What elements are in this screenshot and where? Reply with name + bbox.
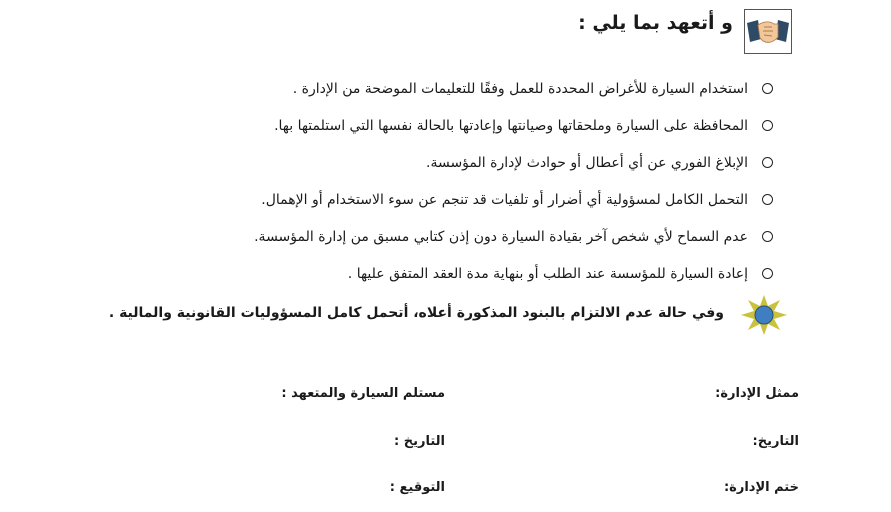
handshake-icon (744, 9, 792, 54)
circle-bullet-icon (762, 194, 773, 205)
notice-text: وفي حالة عدم الالتزام بالبنود المذكورة أعلاه، أتحمل كامل المسؤوليات القانونية والمالية . (108, 305, 724, 321)
commitment-text: الإبلاغ الفوري عن أي أعطال أو حوادث لإدارة المؤسسة. (426, 154, 748, 171)
commitment-text: التحمل الكامل لمسؤولية أي أضرار أو تلفيات قد تنجم عن سوء الاستخدام أو الإهمال. (261, 191, 748, 208)
management-stamp-label: ختم الإدارة: (723, 480, 799, 495)
date-management-label: التاريخ: (752, 434, 799, 449)
sun-icon (740, 294, 788, 336)
circle-bullet-icon (762, 120, 773, 131)
commitments-list (254, 70, 773, 292)
commitment-text: عدم السماح لأي شخص آخر بقيادة السيارة دون إذن كتابي مسبق من إدارة المؤسسة. (254, 228, 748, 245)
list-item (254, 70, 773, 107)
commitment-text: استخدام السيارة للأغراض المحددة للعمل وفقًا للتعليمات الموضحة من الإدارة . (292, 80, 748, 97)
section-heading: و أتعهد بما يلي : (578, 12, 733, 34)
commitment-text: إعادة السيارة للمؤسسة عند الطلب أو بنهاية مدة العقد المتفق عليها . (347, 265, 748, 282)
signature-recipient-label: التوقيع : (389, 480, 445, 495)
circle-bullet-icon (762, 157, 773, 168)
list-item (254, 255, 773, 292)
commitment-text: المحافظة على السيارة وملحقاتها وصيانتها وإعادتها بالحالة نفسها التي استلمتها بها. (274, 117, 748, 134)
circle-bullet-icon (762, 268, 773, 279)
recipient-label: مستلم السيارة والمتعهد : (281, 386, 445, 401)
circle-bullet-icon (762, 231, 773, 242)
management-rep-label: ممثل الإدارة: (715, 386, 799, 401)
list-item (254, 107, 773, 144)
circle-bullet-icon (762, 83, 773, 94)
list-item (254, 181, 773, 218)
list-item (254, 218, 773, 255)
date-recipient-label: التاريخ : (394, 434, 445, 449)
list-item (254, 144, 773, 181)
